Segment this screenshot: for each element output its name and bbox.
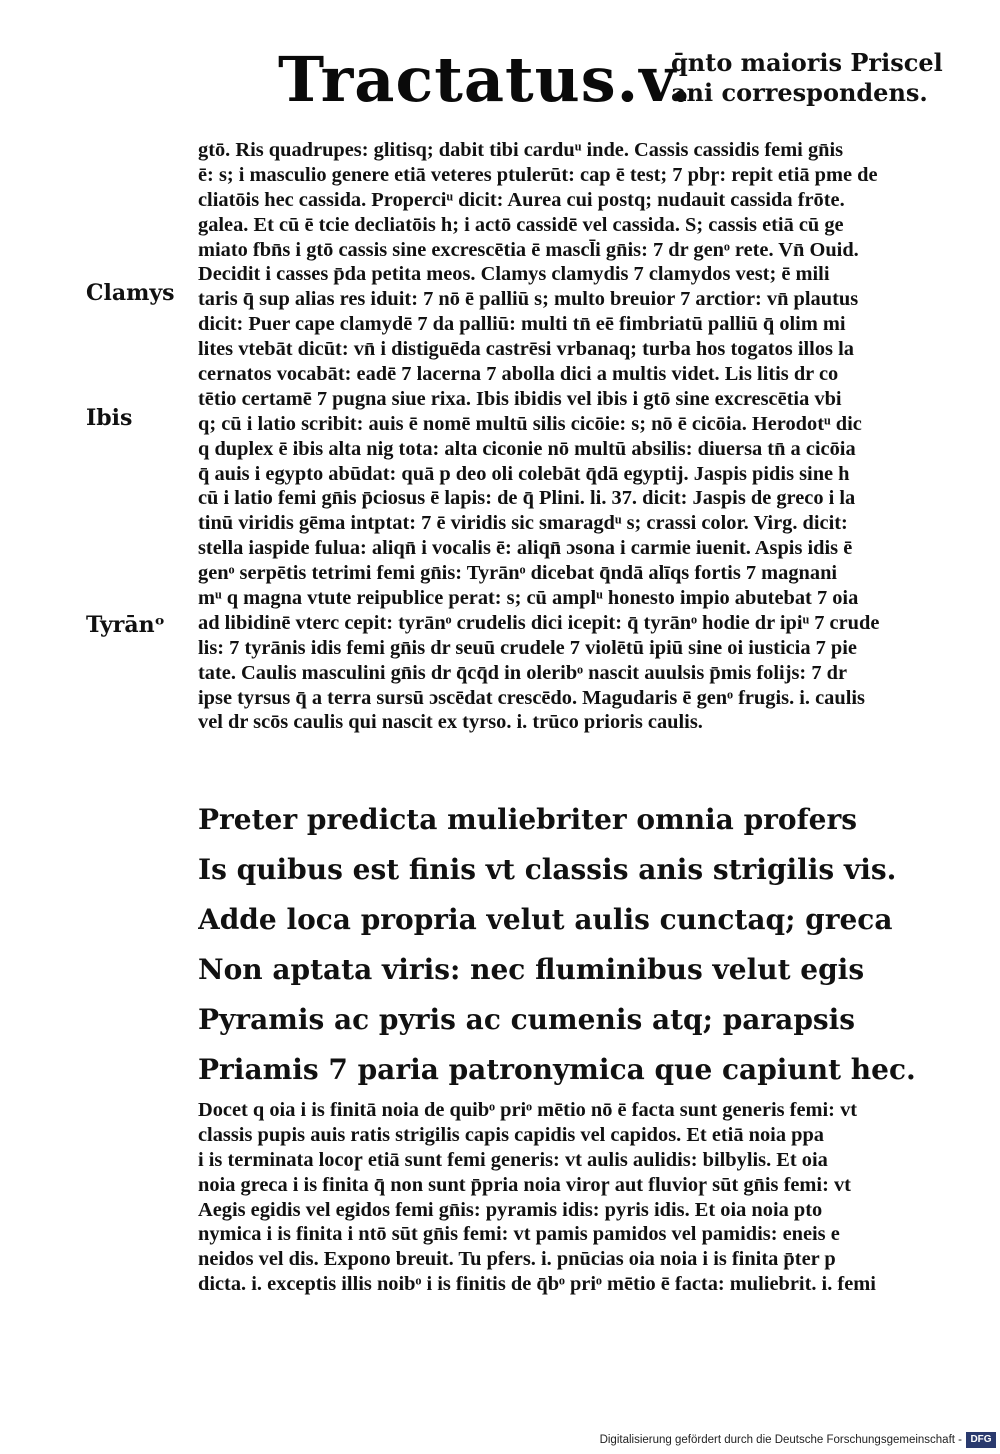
header-subtitle-line: q̄nto maioris Priscel [671,48,943,77]
commentary-bottom [198,1098,988,1297]
verse-line: Non aptata viris: nec fluminibus velut egis [198,953,865,986]
text-line: cliatōis hec cassida. Properciᵘ dicit: Aurea cui postq; nudauit cassida frōte. [198,188,845,211]
text-line: taris q̄ sup alias res iduit: 7 nō ē palliū s; multo breuior 7 arctior: vn̄ plautus [198,288,859,311]
verse-block [198,795,988,1095]
text-line: tinū viridis gēma intptat: 7 ē viridis sic smaragdᵘ s; crassi color. Virg. dicit: [198,512,848,535]
margin-note-tyrannus: Tyrānᵒ [86,612,165,638]
dfg-logo: DFG [966,1432,996,1448]
running-header [278,30,958,130]
text-line: Docet q oia i is finitā noia de quibᵒ priᵒ mētio nō ē facta sunt generis femi: vt [198,1099,858,1121]
text-line: nymica i is finita i ntō sūt gn̄is femi: vt pamis pamidos vel pamidis: eneis e [198,1223,840,1246]
funding-credit: Digitalisierung gefördert durch die Deutsche Forschungsgemeinschaft - [599,1434,962,1446]
verse-line: Pyramis ac pyris ac cumenis atq; parapsis [198,1003,856,1036]
text-line: lis: 7 tyrānis idis femi gn̄is dr seuū crudele 7 violētū ipiū sine oi iusticia 7 pie [198,636,857,659]
header-title: Tractatus.v. [278,43,693,116]
text-line: tētio certamē 7 pugna siue rixa. Ibis ibidis vel ibis i gtō sine excrescētia vbi [198,387,842,410]
header-subtitle [671,48,961,108]
text-line: dicit: Puer cape clamydē 7 da palliū: multi tn̄ eē fimbriatū palliū q̄ olim mi [198,313,846,336]
text-line: ē: s; i masculio genere etiā veteres ptulerūt: cap ē test; 7 pbɼ: repit etiā pme de [198,163,878,186]
commentary-top [198,138,988,735]
text-line: Decidit i casses p̄da petita meos. Clamys clamydis 7 clamydos vest; ē mili [198,263,830,286]
text-line: ad libidinē vterc cepit: tyrānᵒ crudelis dici icepit: q̄ tyrānᵒ hodie dr ipiᵘ 7 crude [198,611,880,634]
digitization-footer [0,1430,1000,1454]
text-line: q; cū i latio scribit: auis ē nomē multū silis cicōie: s; nō ē cicōia. Herodotᵘ dic [198,412,862,435]
text-line: miato fbn̄s i gtō cassis sine excrescētia ē mascl̄i gn̄is: 7 dr genᵒ rete. Vn̄ Ouid. [198,238,859,261]
text-line: genᵒ serpētis tetrimi femi gn̄is: Tyrānᵒ dicebat q̄ndā alīqs fortis 7 magnani [198,562,838,585]
text-line: vel dr scōs caulis qui nascit ex tyrso. i. trūco prioris caulis. [198,711,703,734]
verse-line: Adde loca propria velut aulis cunctaq; greca [198,903,893,936]
text-line: neidos vel dis. Expono breuit. Tu pfers. i. pnūcias oia noia i is finita p̄ter p [198,1248,836,1271]
margin-note-clamys: Clamys [86,280,175,306]
text-line: cernatos vocabāt: eadē 7 lacerna 7 abolla dici a multis videt. Lis litis dr co [198,363,839,386]
text-line: gtō. Ris quadrupes: glitisq; dabit tibi carduᵘ inde. Cassis cassidis femi gn̄is [198,139,844,161]
text-line: classis pupis auis ratis strigilis capis capidis vel capidos. Et etiā noia ppa [198,1123,824,1146]
verse-line: Preter predicta muliebriter omnia profers [198,803,857,836]
text-line: noia greca i is finita q̄ non sunt p̄pria noia viroɼ aut fluvioɼ sūt gn̄is femi: vt [198,1173,851,1196]
text-line: i is terminata locoɼ etiā sunt femi generis: vt aulis aulidis: bilbylis. Et oia [198,1148,828,1171]
header-subtitle-line: ani correspondens. [671,78,928,107]
text-line: q duplex ē ibis alta nig tota: alta ciconie nō multū absilis: diuersa tn̄ a cicōia [198,437,856,460]
text-line: stella iaspide fulua: aliqn̄ i vocalis ē: aliqn̄ ɔsona i carmie iuenit. Aspis idis ē [198,537,853,560]
text-line: Aegis egidis vel egidos femi gn̄is: pyramis idis: pyris idis. Et oia noia pto [198,1198,823,1221]
text-line: galea. Et cū ē tcie decliatōis h; i actō cassidē vel cassida. S; cassis etiā cū ge [198,213,844,236]
text-line: dicta. i. exceptis illis noibᵒ i is finitis de q̄bᵒ priᵒ mētio ē facta: muliebrit. i. femi [198,1273,876,1296]
text-line: cū i latio femi gn̄is p̄ciosus ē lapis: de q̄ Plini. li. 37. dicit: Jaspis de greco i la [198,487,856,510]
text-line: ipse tyrsus q̄ a terra sursū ɔscēdat crescēdo. Magudaris ē genᵒ frugis. i. caulis [198,686,865,709]
text-line: tate. Caulis masculini gn̄is dr q̄cq̄d in oleribᵒ nascit auulsis p̄mis folijs: 7 dr [198,661,848,684]
verse-line: Is quibus est finis vt classis anis strigilis vis. [198,853,897,886]
margin-note-ibis: Ibis [86,405,133,431]
text-line: lites vtebāt dicūt: vn̄ i distiguēda castrēsi vrbanaq; turba hos togatos illos la [198,338,854,361]
text-line: mᵘ q magna vtute reipublice perat: s; cū amplᵘ honesto impio abutebat 7 oia [198,587,859,610]
verse-line: Priamis 7 paria patronymica que capiunt hec. [198,1053,916,1086]
text-line: q̄ auis i egypto abūdat: quā p deo oli colebāt q̄dā egyptij. Jaspis pidis sine h [198,462,850,485]
